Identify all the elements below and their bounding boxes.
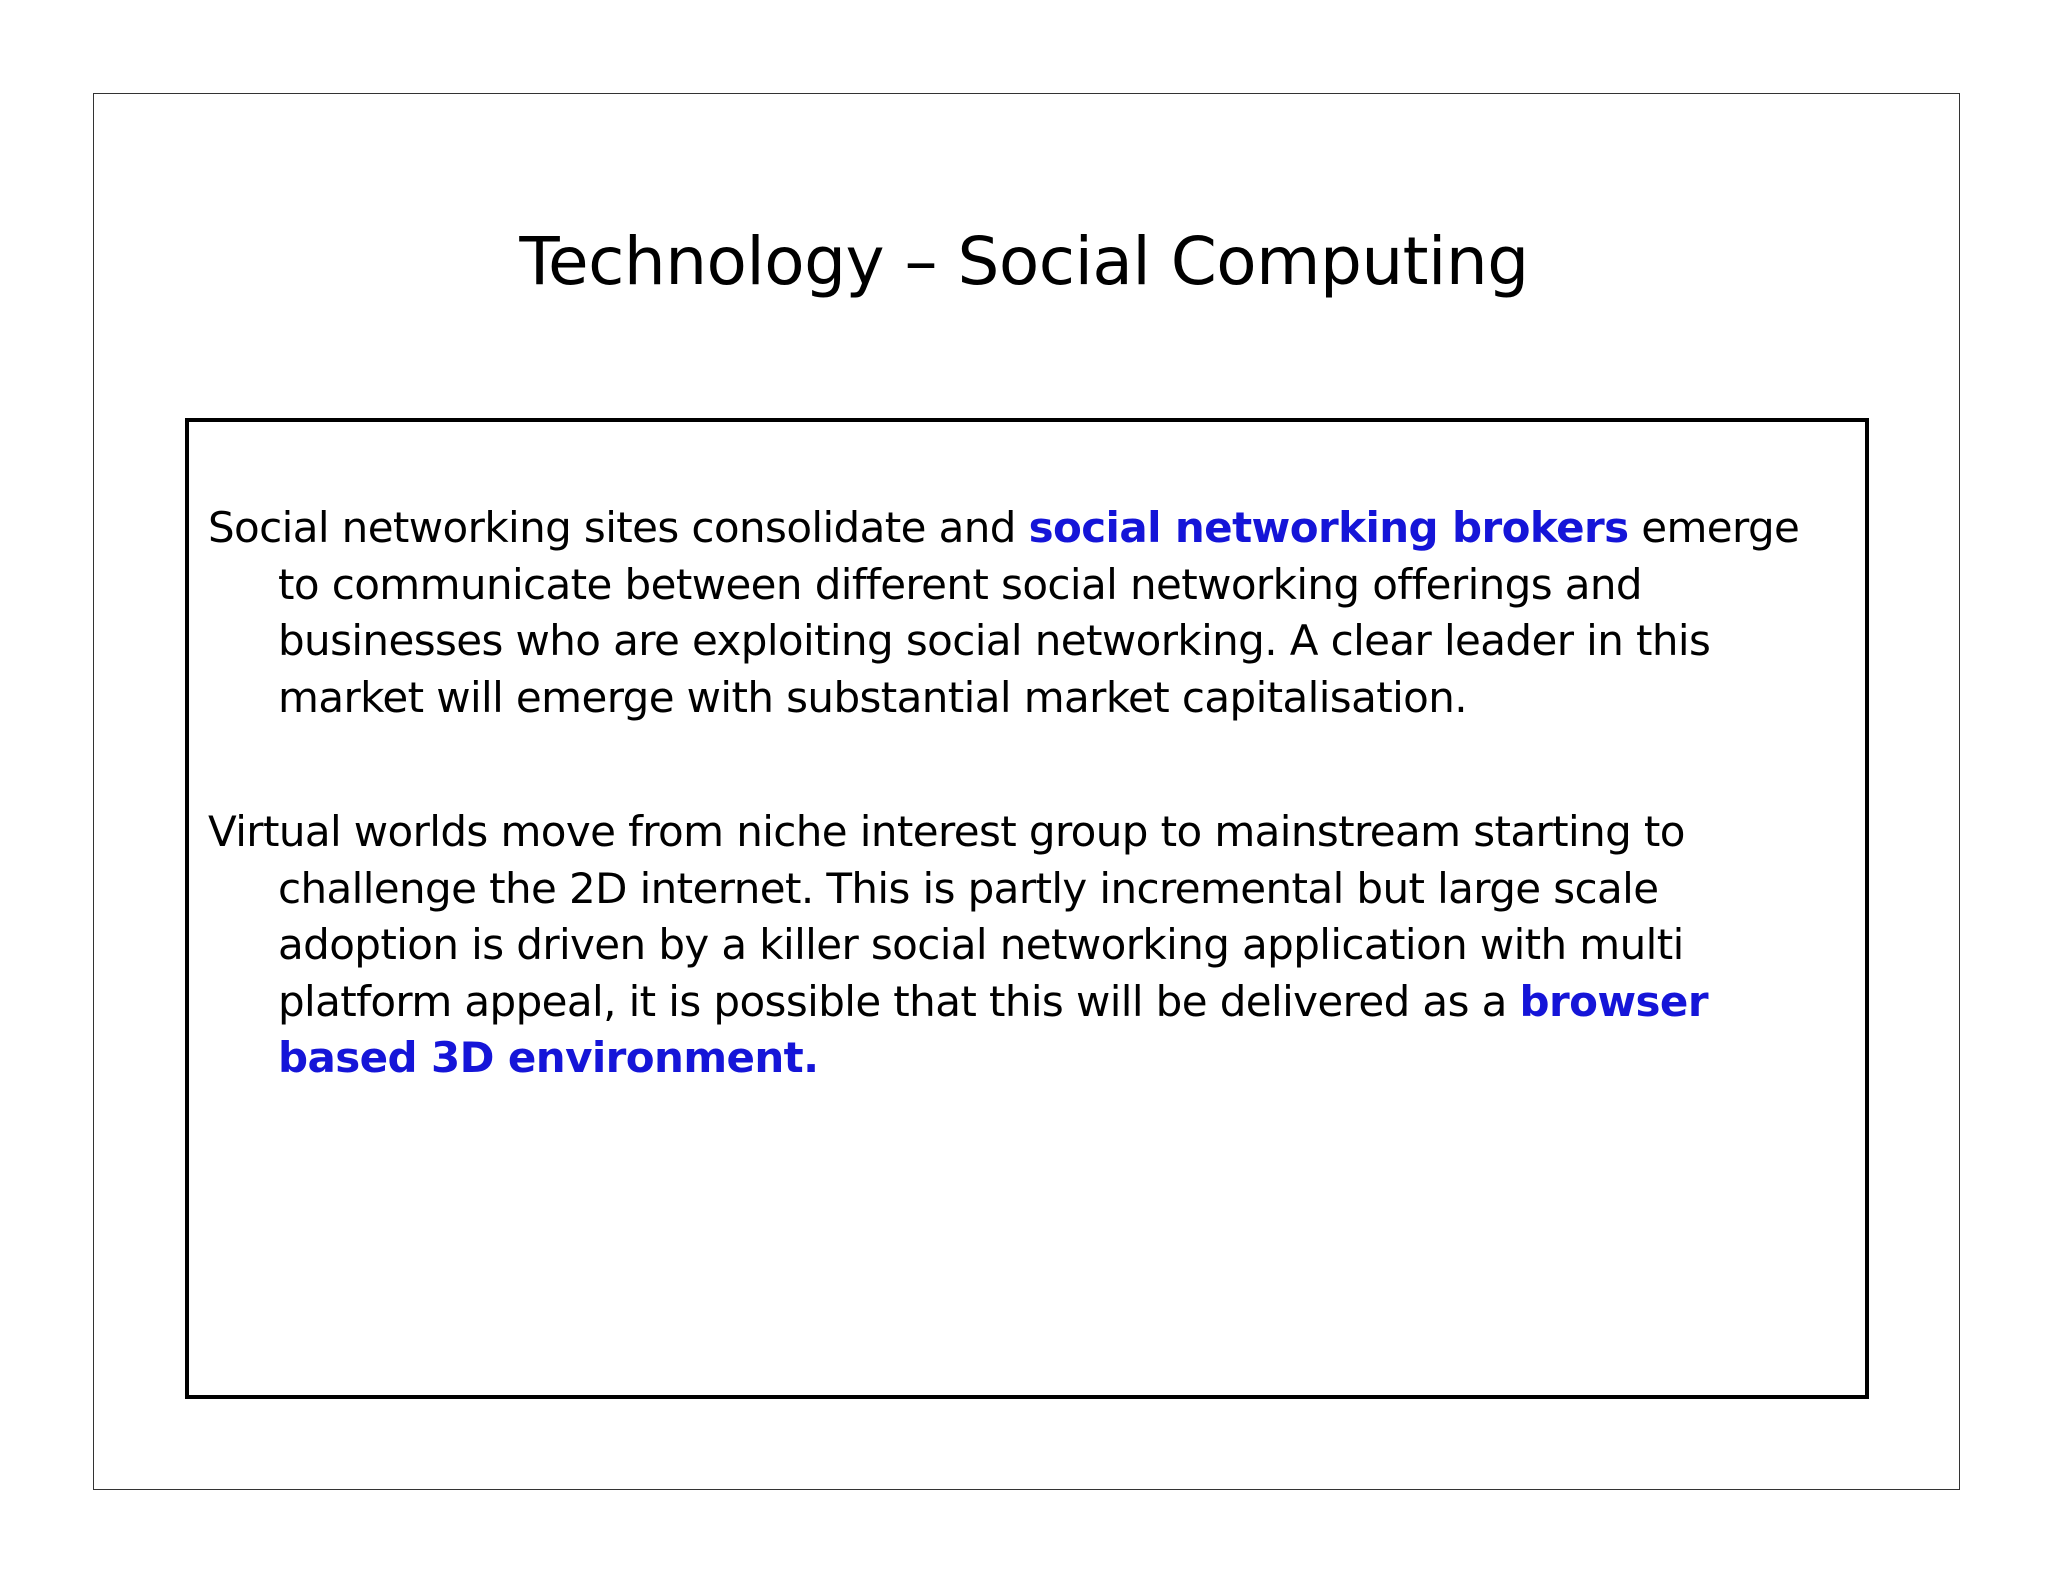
paragraph-virtual-worlds <box>208 804 1848 1087</box>
paragraph-text: Social networking sites consolidate and <box>208 503 1029 552</box>
paragraph-text: emerge to communicate between different social networking offerings and businesses who are exploiting social networking. A clear leader in this market will emerge with substantial market capitalisation. <box>278 503 1800 722</box>
slide-title: Technology – Social Computing <box>519 223 1529 300</box>
content-text <box>208 500 1848 1165</box>
paragraph-social-networking <box>208 500 1848 726</box>
highlight-social-networking-brokers: social networking brokers <box>1028 503 1629 552</box>
paragraph-text: Virtual worlds move from niche interest group to mainstream starting to challenge the 2D internet. This is partly incremental but large scale adoption is driven by a killer social networking application with multi platform appeal, it is possible that this will be delivered as a <box>208 807 1685 1026</box>
highlight-browser-based-3d: browser based 3D environment. <box>278 976 1708 1082</box>
